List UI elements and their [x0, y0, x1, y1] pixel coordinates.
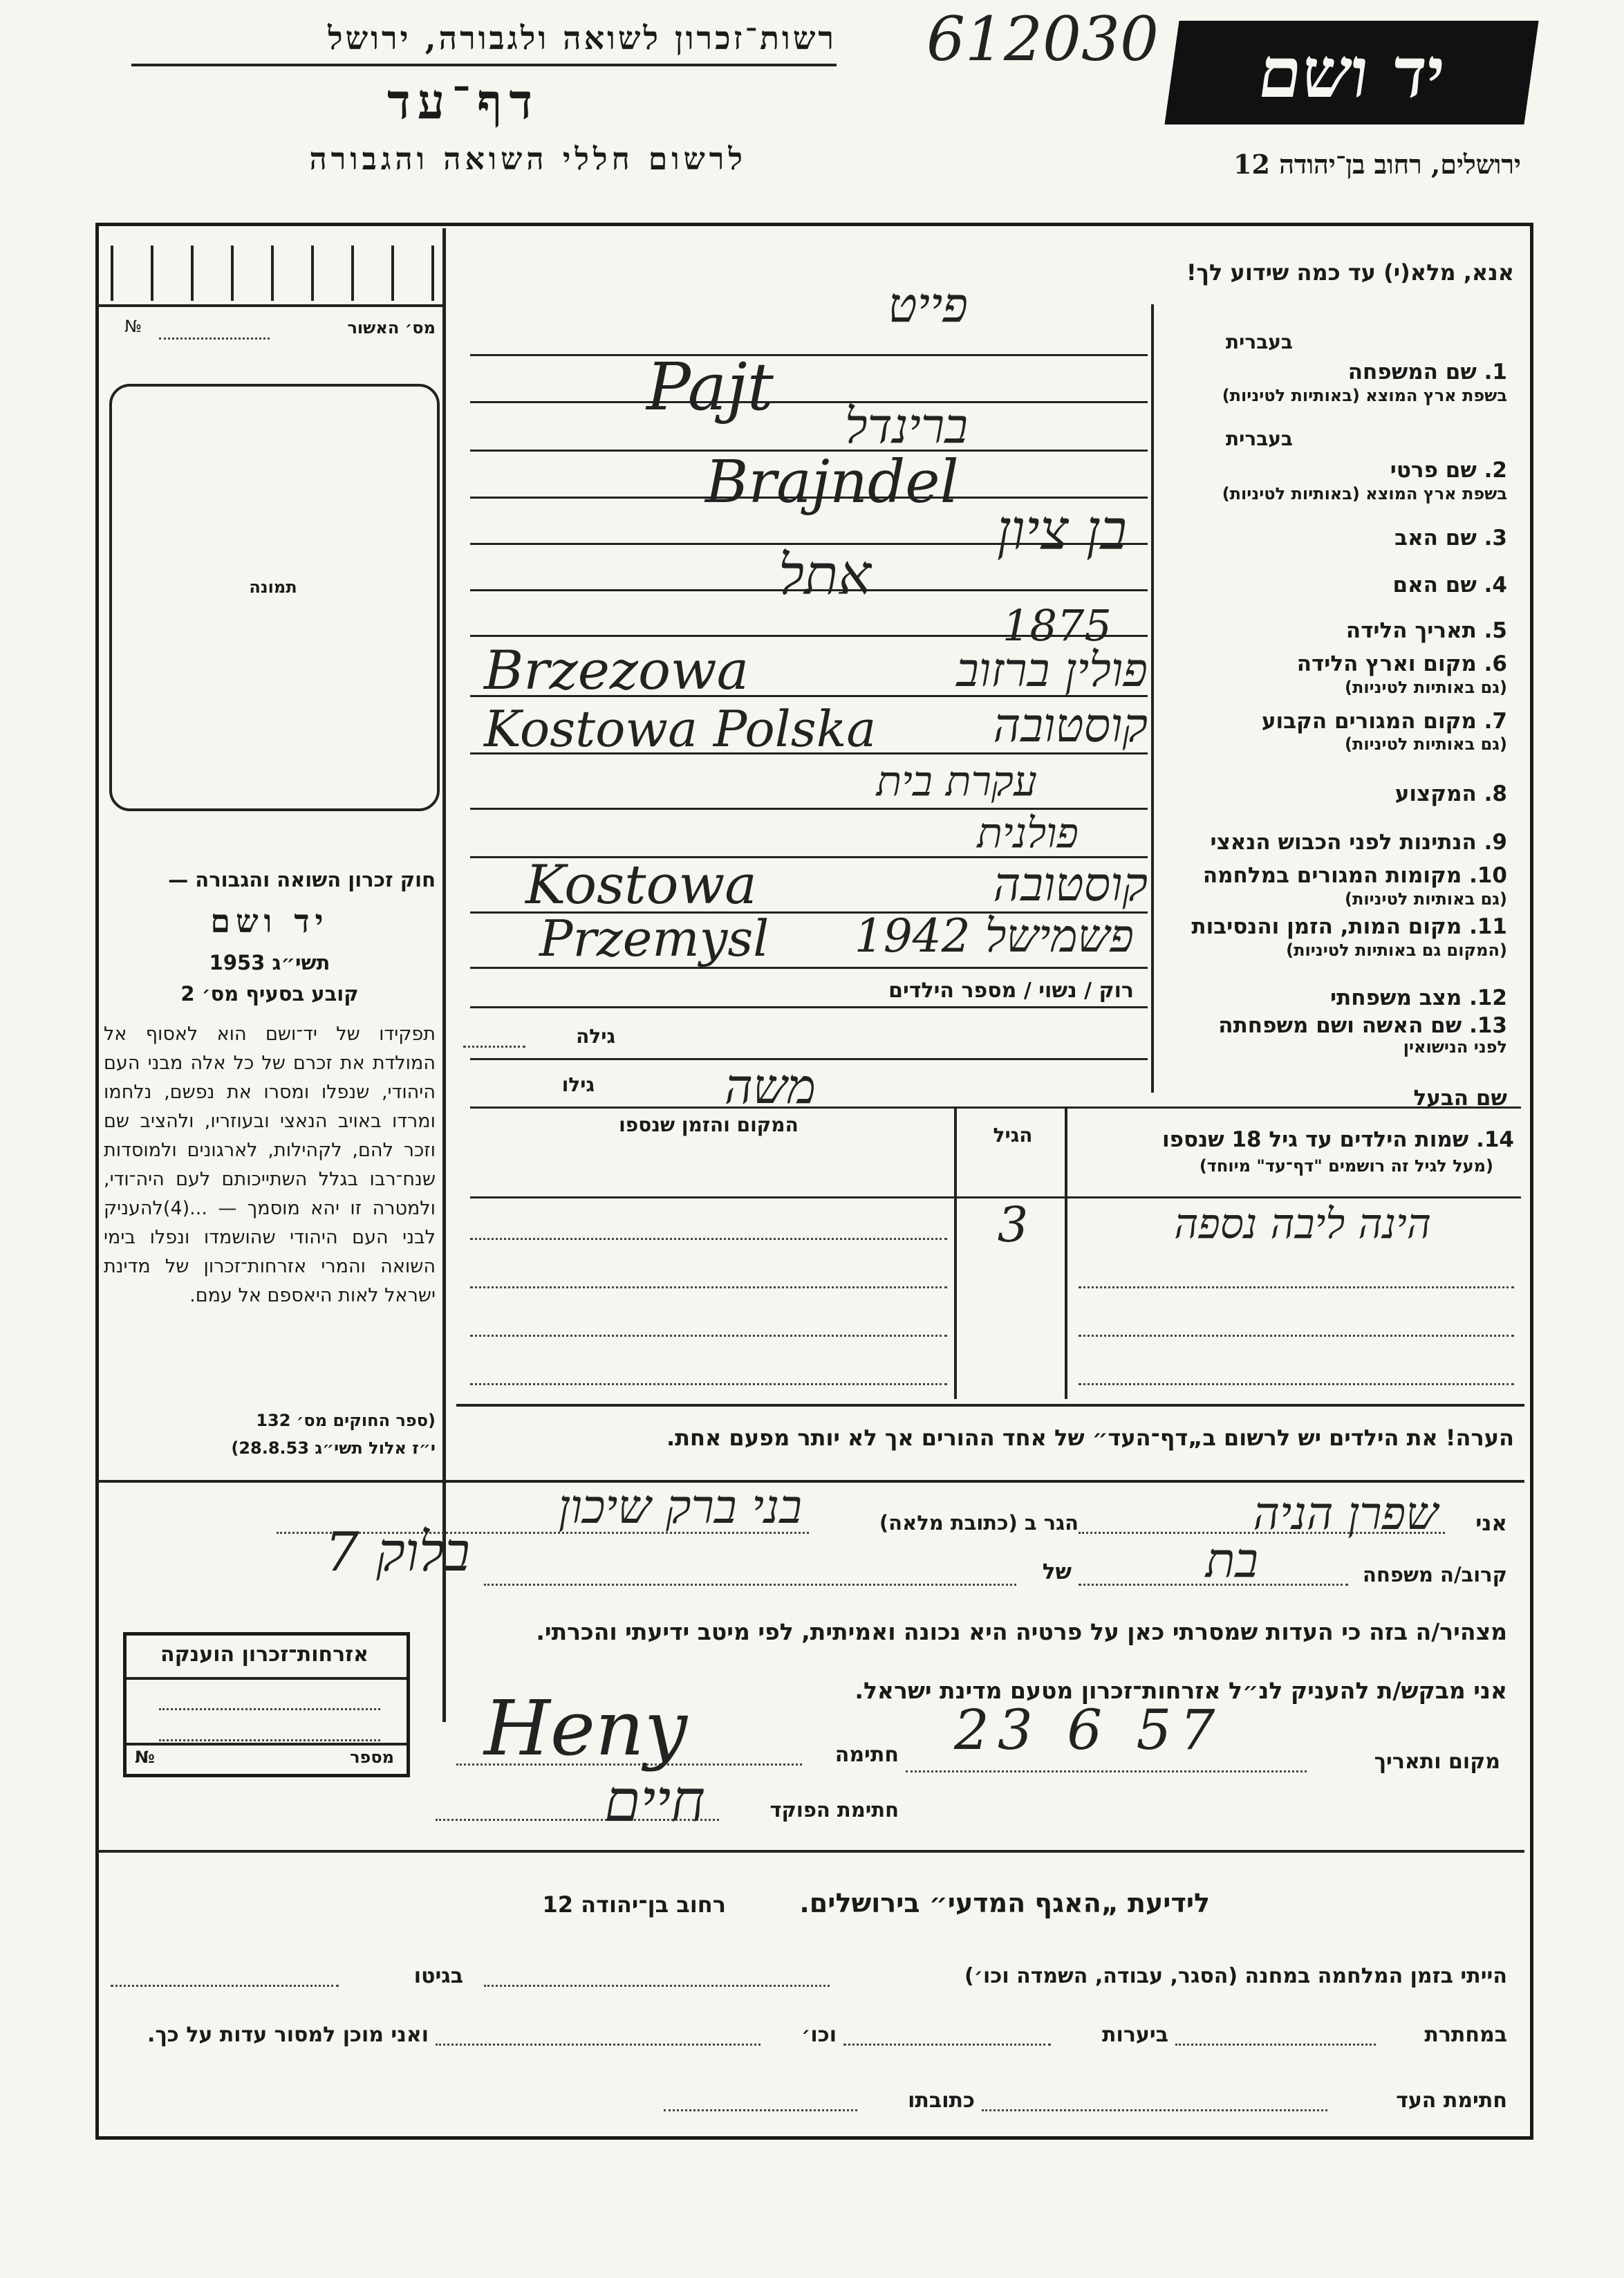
field-12-num: 12.	[1469, 985, 1507, 1010]
field-4-name: שם האם	[1392, 573, 1477, 598]
field-4-value[interactable]: אתל	[778, 543, 871, 607]
field-7-name: מקום המגורים הקבוע	[1261, 709, 1477, 734]
field-13-num: 13.	[1469, 1013, 1507, 1038]
citizenship-number-label: מספר	[350, 1748, 394, 1767]
field-2-name: שם פרטי	[1390, 458, 1477, 483]
field-1-value-he[interactable]: פייט	[888, 277, 968, 333]
row-line-12	[470, 1006, 1148, 1008]
field-8-num: 8.	[1484, 781, 1507, 806]
left-column-divider	[442, 228, 446, 1722]
field-9-value[interactable]: פולנית	[977, 809, 1079, 858]
field-6-value-lat[interactable]: Brzezowa	[484, 640, 749, 702]
children-row-2-name-line	[1079, 1286, 1514, 1288]
law-date: י״ז אלול תשי״ג 28.8.53)	[231, 1438, 436, 1458]
field-10-num: 10.	[1469, 863, 1507, 888]
signature-value[interactable]: Heny	[484, 1684, 688, 1772]
field-1-name: שם המשפחה	[1347, 360, 1477, 385]
field-1-label	[1161, 360, 1507, 385]
children-row-3-place-line	[470, 1335, 947, 1337]
field-9-num: 9.	[1484, 830, 1507, 855]
law-title: חוק זכרון השואה והגבורה —	[168, 868, 436, 891]
field-4-label	[1161, 573, 1507, 598]
field-10-sub: (גם באותיות לטיניות)	[1345, 889, 1507, 909]
place-date-line	[906, 1770, 1307, 1772]
declarant-address[interactable]: בני ברק שיכון	[558, 1480, 802, 1535]
field-7-label	[1161, 709, 1507, 734]
field-4-num: 4.	[1484, 573, 1507, 598]
declarant-relative-label: קרוב/ה משפחה	[1363, 1563, 1507, 1586]
field-6-num: 6.	[1484, 651, 1507, 676]
age-header: הגיל	[993, 1124, 1033, 1147]
etc-field[interactable]	[436, 2044, 760, 2046]
field-10-name: מקומות המגורים במלחמה	[1202, 863, 1462, 888]
form-title: דף־עד	[386, 73, 539, 130]
husband-age-label: גילו	[561, 1073, 595, 1096]
field-2-value-he[interactable]: ברינדל	[844, 398, 968, 454]
children-row-2-place-line	[470, 1286, 947, 1288]
field-2-label	[1161, 458, 1507, 483]
note-top-line	[456, 1404, 1524, 1407]
declarant-relation[interactable]: בת	[1205, 1532, 1258, 1589]
field-7-value-lat[interactable]: Kostowa Polska	[484, 700, 877, 758]
field-2-tag: בעברית	[1225, 427, 1293, 450]
field-1-sub: בשפת ארץ המוצא (באותיות לטיניות)	[1222, 386, 1507, 405]
field-5-name: תאריך הלידה	[1345, 618, 1477, 643]
place-date-label: מקום ותאריך	[1374, 1750, 1500, 1774]
header-underline	[131, 64, 837, 66]
field-13-sub: לפני הנישואין	[1403, 1037, 1507, 1057]
ghetto-field[interactable]	[111, 1985, 339, 1987]
authority-line: רשות־זכרון לשואה ולגבורה, ירושל	[328, 19, 837, 57]
field-6-name: מקום וארץ הלידה	[1296, 651, 1477, 676]
children-col-div-1	[1065, 1109, 1067, 1399]
husband-label: שם הבעל	[1413, 1086, 1507, 1111]
field-6-value-he[interactable]: פולין ברזוב	[956, 643, 1148, 698]
field-7-sub: (גם באותיות לטיניות)	[1345, 734, 1507, 754]
field-1-value-lat[interactable]: Pajt	[646, 349, 774, 425]
underground-field[interactable]	[1175, 2044, 1376, 2046]
field-5-value[interactable]: 1875	[1002, 600, 1112, 651]
field-11-value-he[interactable]: פשמישל 1942	[854, 909, 1134, 963]
field-11-sub: (המקום גם באותיות לטיניות)	[1286, 941, 1507, 960]
official-label: חתימת הפוקד	[769, 1798, 899, 1822]
field-12-name: מצב משפחתי	[1329, 985, 1462, 1010]
citizenship-title: אזרחות־זכרון הוענקה	[160, 1642, 369, 1667]
forests-label: ביערות	[1102, 2023, 1168, 2047]
ghetto-label: בגיטו	[413, 1964, 463, 1988]
row-line-1a	[470, 354, 1148, 356]
intro-text: אנא, מלא(י) עד כמה שידוע לך!	[1186, 259, 1514, 286]
field-5-label	[1161, 618, 1507, 643]
field-7-value-he[interactable]: קוסטובה	[993, 698, 1148, 753]
children-row-4-place-line	[470, 1383, 947, 1385]
field-9-name: הנתינות לפני הכבוש הנאצי	[1210, 830, 1477, 855]
field-3-num: 3.	[1484, 526, 1507, 550]
law-name: יד ושם	[210, 902, 329, 940]
field-12-options[interactable]: רוק / נשוי / מספר הילדים	[888, 979, 1134, 1003]
field-6-label	[1161, 651, 1507, 676]
field-11-label	[1161, 914, 1507, 939]
field-10-label	[1161, 863, 1507, 888]
citizenship-line-2[interactable]	[159, 1739, 380, 1741]
children-row-4-name-line	[1079, 1383, 1514, 1385]
field-10-value-he[interactable]: קוסטובה	[993, 858, 1148, 912]
law-clause: קובע בסעיף מס׳ 2	[180, 982, 359, 1006]
camp-field[interactable]	[484, 1985, 830, 1987]
field-12-label	[1161, 985, 1507, 1010]
declarant-i-label: אני	[1475, 1511, 1507, 1536]
children-num: 14.	[1476, 1127, 1514, 1152]
witness-address-field[interactable]	[664, 2109, 857, 2111]
approval-no-mark: №	[124, 317, 142, 336]
citizenship-bottom-line	[127, 1743, 407, 1745]
field-3-label	[1161, 526, 1507, 550]
citizenship-title-line	[127, 1677, 407, 1680]
declarant-of-label: של	[1042, 1559, 1072, 1584]
approval-line	[97, 304, 446, 307]
field-13-label	[1161, 1013, 1507, 1038]
law-year-hebrew: תשי״ג	[272, 951, 330, 974]
place-header: המקום והזמן שנספו	[619, 1113, 799, 1136]
approval-no-field[interactable]	[159, 337, 270, 340]
field-11-name: מקום המות, הזמן והנסיבות	[1191, 914, 1462, 939]
field-2-num: 2.	[1484, 458, 1507, 483]
field-10-value-lat[interactable]: Kostowa	[525, 854, 757, 916]
form-subtitle: לרשום חללי השואה והגבורה	[309, 142, 747, 177]
field-9-label	[1161, 830, 1507, 855]
date-value[interactable]: 23 6 57	[954, 1698, 1224, 1762]
field-11-value-lat[interactable]: Przemysl	[539, 909, 769, 967]
testimony-text: ואני מוכן למסור עדות על כך.	[147, 2023, 429, 2047]
yad-vashem-logo: יד ושם	[1164, 21, 1538, 124]
declarant-block[interactable]: בלוק 7	[324, 1521, 470, 1584]
citizenship-no-mark: №	[135, 1748, 155, 1767]
etc-label: וכו׳	[801, 2023, 837, 2047]
footer-line-1: הייתי בזמן המלחמה במחנה (הסגר, עבודה, השמדה וכו׳)	[964, 1964, 1507, 1988]
children-col-div-2	[954, 1109, 957, 1399]
header-address: ירושלים, רחוב בן־יהודה 12	[1233, 149, 1521, 180]
footer-title: לידיעת „האגף המדעי״ בירושלים.	[799, 1888, 1210, 1918]
citizenship-line-1[interactable]	[159, 1708, 380, 1710]
wife-age-field[interactable]	[463, 1046, 525, 1048]
note-text: הערה! את הילדים יש לרשום ב„דף־העד״ של אחד ההורים אך לא יותר מפעם אחת.	[666, 1425, 1514, 1451]
witness-sig-field[interactable]	[982, 2109, 1327, 2111]
field-1-num: 1.	[1484, 360, 1507, 385]
law-source: (ספר החוקים מס׳ 132	[256, 1411, 436, 1430]
field-8-value[interactable]: עקרת בית	[876, 757, 1037, 806]
serial-number: 612030	[926, 3, 1159, 75]
photo-box[interactable]	[109, 384, 440, 811]
law-text: תפקידו של יד־ושם הוא לאסוף אל המולדת את זכרם של כל אלה מבני העם היהודי, שנפלו ומסרו את נפשם, נלחמו ומרדו באויב הנאצי ובעוזריו, ולהציב שם וזכר להם, לקהילות, לארגונים ולמוסדות שנח־רבו בגלל השתייכותם לעם היה־ודי, ולמטרה זו יהא מוסמך — ...(4)להעניק לבני העם היהודי שהושמדו ונפלו בימי השואה והמרי אזרחות־זכרון של מדינת ישראל לאות היאספם אל עמם.	[104, 1024, 436, 1306]
child-1-age[interactable]: 3	[997, 1196, 1029, 1253]
photo-label: תמונה	[249, 577, 297, 597]
children-row-1-place-line	[470, 1238, 947, 1240]
husband-name-value[interactable]: משה	[724, 1058, 816, 1115]
children-label: שמות הילדים עד גיל 18 שנספו	[1162, 1127, 1469, 1152]
field-7-num: 7.	[1484, 709, 1507, 734]
field-5-num: 5.	[1484, 618, 1507, 643]
child-1-name[interactable]: הינה ליבה נספה	[1174, 1200, 1431, 1248]
wife-age-label: גילה	[576, 1025, 615, 1048]
witness-address-label: כתובתו	[908, 2089, 975, 2113]
field-2-sub: בשפת ארץ המוצא (באותיות לטיניות)	[1222, 484, 1507, 503]
request-text: אני מבקש/ת להעניק לנ״ל אזרחות־זכרון מטעם מדינת ישראל.	[855, 1677, 1507, 1704]
field-8-label	[1161, 781, 1507, 806]
field-3-value[interactable]: בן ציון	[996, 498, 1127, 562]
forests-field[interactable]	[843, 2044, 1051, 2046]
field-1-tag: בעברית	[1225, 331, 1293, 353]
approval-no-label: מס׳ האשור	[347, 318, 436, 337]
field-8-name: המקצוע	[1394, 781, 1477, 806]
children-row-3-name-line	[1079, 1335, 1514, 1337]
underground-label: במחתרת	[1424, 2023, 1507, 2047]
relative-of-line	[484, 1584, 1016, 1586]
law-year	[104, 951, 436, 974]
children-header	[1079, 1127, 1514, 1152]
declarant-resides-label: הגר ב (כתובת מלאה)	[879, 1511, 1079, 1535]
children-sub: (מעל לגיל זה רושמים "דף־עד" מיוחד)	[1199, 1156, 1493, 1176]
label-column-divider	[1151, 304, 1154, 1093]
footer-top-line	[97, 1850, 1524, 1853]
declare-text: מצהיר/ה בזה כי העדות שמסרתי כאן על פרטיה היא נכונה ואמיתית, לפי מיטב ידיעתי והכרתי.	[536, 1618, 1507, 1645]
law-year-number: 1953	[209, 951, 265, 974]
witness-sig-label: חתימת העד	[1396, 2089, 1507, 2113]
field-13-name: שם האשה ושם משפחתה	[1218, 1013, 1462, 1038]
approval-cells	[111, 246, 436, 301]
declarant-name[interactable]: שפרן הניה	[1253, 1487, 1438, 1540]
field-6-sub: (גם באותיות לטיניות)	[1345, 678, 1507, 697]
field-11-num: 11.	[1469, 914, 1507, 939]
field-2-value-lat[interactable]: Brajndel	[705, 448, 959, 517]
field-3-name: שם האב	[1394, 526, 1477, 550]
footer-address: רחוב בן־יהודה 12	[542, 1891, 726, 1918]
official-signature[interactable]: חיים	[604, 1767, 705, 1835]
note-bottom-line	[97, 1480, 1524, 1483]
signature-label: חתימה	[834, 1743, 899, 1767]
